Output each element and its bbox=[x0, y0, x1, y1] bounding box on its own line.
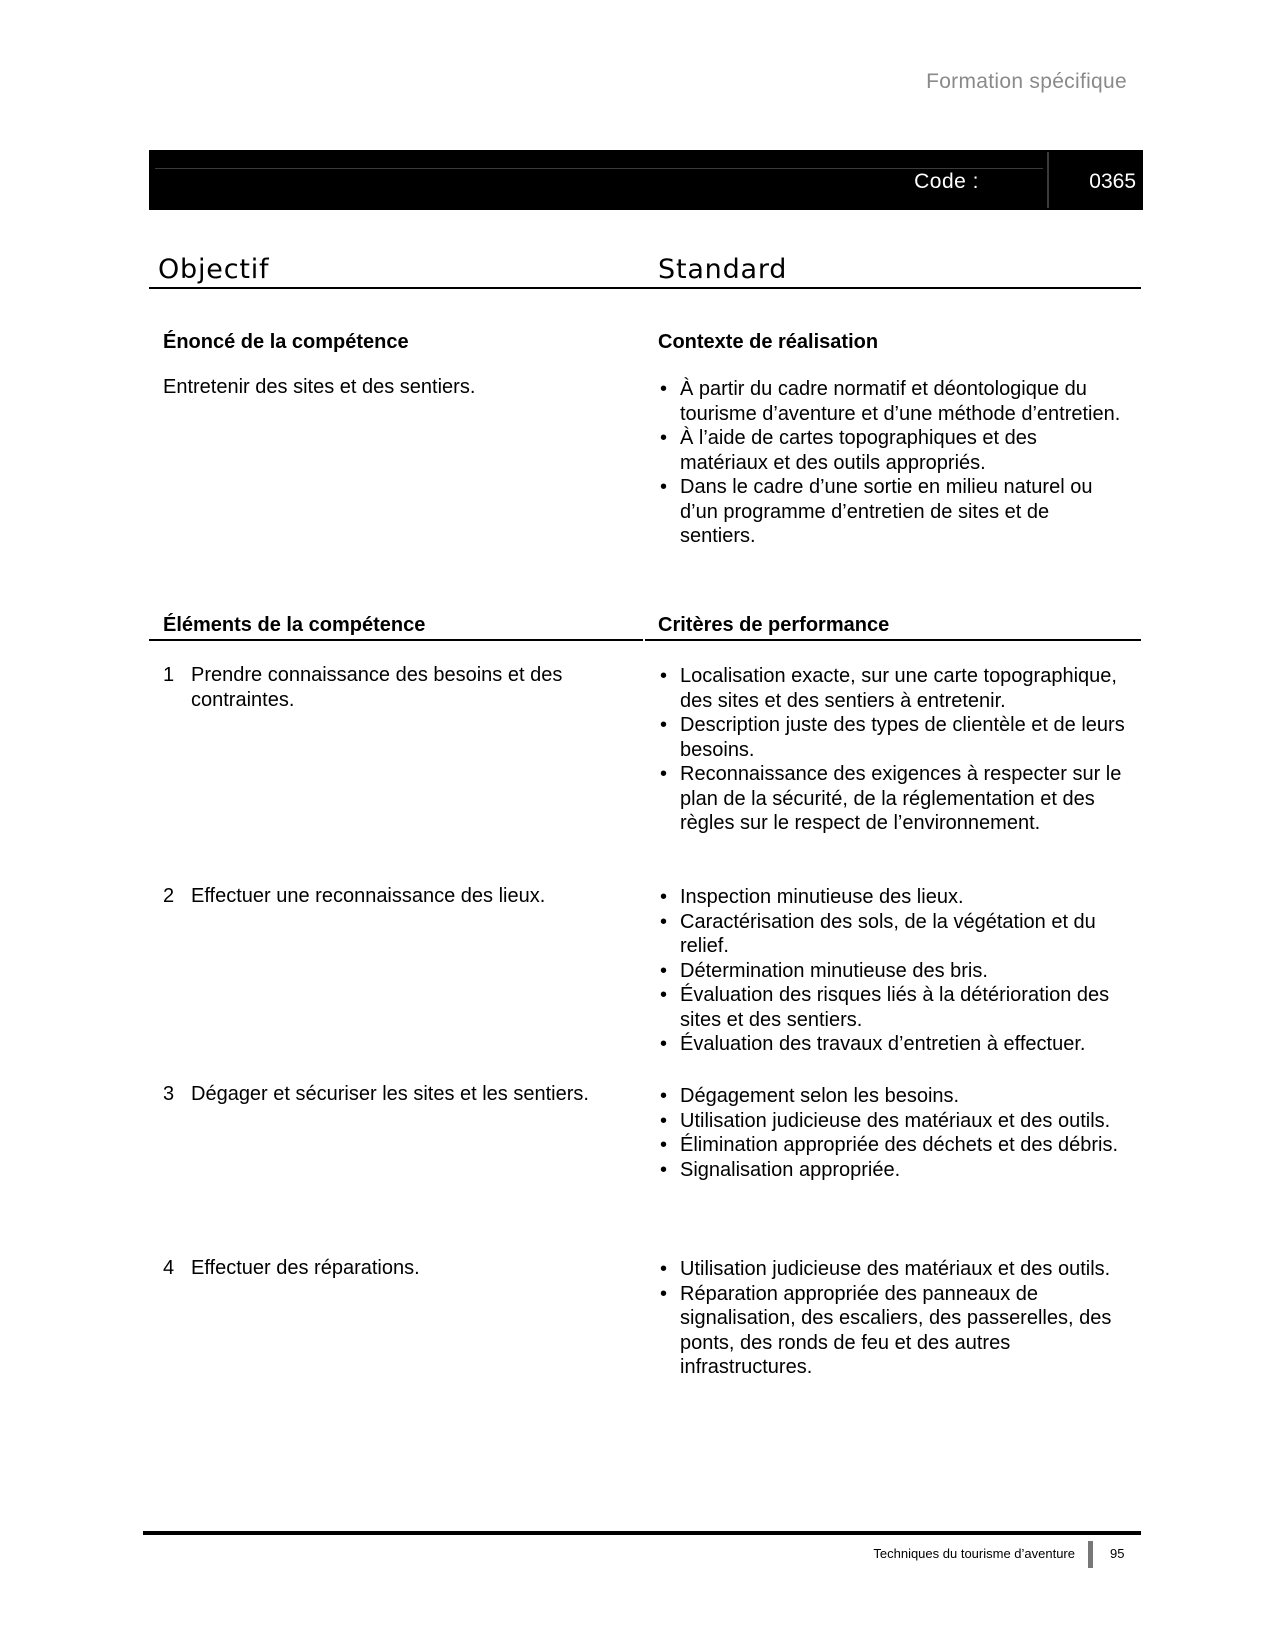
element-label: Dégager et sécuriser les sites et les sentiers. bbox=[191, 1083, 589, 1105]
element-number: 4 bbox=[163, 1257, 175, 1279]
element-2 bbox=[163, 884, 613, 909]
context-item: • Dans le cadre d’une sortie en milieu naturel ou d’un programme d’entretien de sites et de sentiers. bbox=[658, 475, 1128, 549]
code-label: Code : bbox=[914, 170, 979, 193]
code-bar-hairline bbox=[155, 168, 1043, 169]
element-number: 1 bbox=[163, 664, 175, 686]
element-number: 2 bbox=[163, 885, 175, 907]
criteria-item: • Utilisation judicieuse des matériaux et des outils. bbox=[658, 1257, 1128, 1282]
element-3 bbox=[163, 1082, 613, 1107]
element-label: Effectuer une reconnaissance des lieux. bbox=[191, 885, 546, 907]
footer-rule bbox=[143, 1531, 1141, 1535]
context-item: • À partir du cadre normatif et déontologique du tourisme d’aventure et d’une méthode d’entretien. bbox=[658, 377, 1128, 426]
element-4 bbox=[163, 1256, 613, 1281]
criteria-heading: Critères de performance bbox=[658, 614, 890, 636]
code-value: 0365 bbox=[1089, 170, 1136, 193]
footer-title: Techniques du tourisme d’aventure bbox=[873, 1546, 1075, 1561]
element-label: Prendre connaissance des besoins et des contraintes. bbox=[191, 664, 563, 711]
criteria-item: • Localisation exacte, sur une carte topographique, des sites et des sentiers à entretenir. bbox=[658, 664, 1128, 713]
criteria-item: • Inspection minutieuse des lieux. bbox=[658, 885, 1128, 910]
criteria-item: • Utilisation judicieuse des matériaux et des outils. bbox=[658, 1109, 1128, 1134]
criteria-item: • Évaluation des risques liés à la détérioration des sites et des sentiers. bbox=[658, 983, 1128, 1032]
criteria-list-3 bbox=[658, 1084, 1128, 1182]
criteria-rule bbox=[645, 639, 1141, 641]
context-list bbox=[658, 377, 1128, 549]
criteria-item: • Dégagement selon les besoins. bbox=[658, 1084, 1128, 1109]
criteria-item: • Évaluation des travaux d’entretien à effectuer. bbox=[658, 1032, 1128, 1057]
objectif-heading: Objectif bbox=[158, 254, 270, 285]
code-separator bbox=[1047, 152, 1049, 208]
criteria-item: • Reconnaissance des exigences à respecter sur le plan de la sécurité, de la réglementation et des règles sur le respect de l’environnement. bbox=[658, 762, 1128, 836]
criteria-item: • Signalisation appropriée. bbox=[658, 1158, 1128, 1183]
competence-heading: Énoncé de la compétence bbox=[163, 331, 409, 353]
context-heading: Contexte de réalisation bbox=[658, 331, 879, 353]
criteria-item: • Élimination appropriée des déchets et des débris. bbox=[658, 1133, 1128, 1158]
element-1 bbox=[163, 663, 613, 712]
criteria-item: • Caractérisation des sols, de la végétation et du relief. bbox=[658, 910, 1128, 959]
standard-heading: Standard bbox=[658, 254, 788, 285]
criteria-item: • Description juste des types de clientèle et de leurs besoins. bbox=[658, 713, 1128, 762]
criteria-list-2 bbox=[658, 885, 1128, 1057]
criteria-item: • Réparation appropriée des panneaux de signalisation, des escaliers, des passerelles, des ponts, des ronds de feu et des autres infrastructures. bbox=[658, 1282, 1128, 1380]
elements-heading: Éléments de la compétence bbox=[163, 614, 426, 636]
code-bar bbox=[149, 150, 1143, 210]
page-header-section: Formation spécifique bbox=[926, 70, 1127, 93]
page-number: 95 bbox=[1110, 1546, 1125, 1561]
section-rule bbox=[149, 287, 1141, 289]
element-label: Effectuer des réparations. bbox=[191, 1257, 420, 1279]
competence-text: Entretenir des sites et des sentiers. bbox=[163, 376, 476, 398]
criteria-list-4 bbox=[658, 1257, 1128, 1380]
footer-separator bbox=[1088, 1541, 1093, 1568]
criteria-list-1 bbox=[658, 664, 1128, 836]
elements-rule bbox=[149, 639, 643, 641]
element-number: 3 bbox=[163, 1083, 175, 1105]
criteria-item: • Détermination minutieuse des bris. bbox=[658, 959, 1128, 984]
context-item: • À l’aide de cartes topographiques et des matériaux et des outils appropriés. bbox=[658, 426, 1128, 475]
